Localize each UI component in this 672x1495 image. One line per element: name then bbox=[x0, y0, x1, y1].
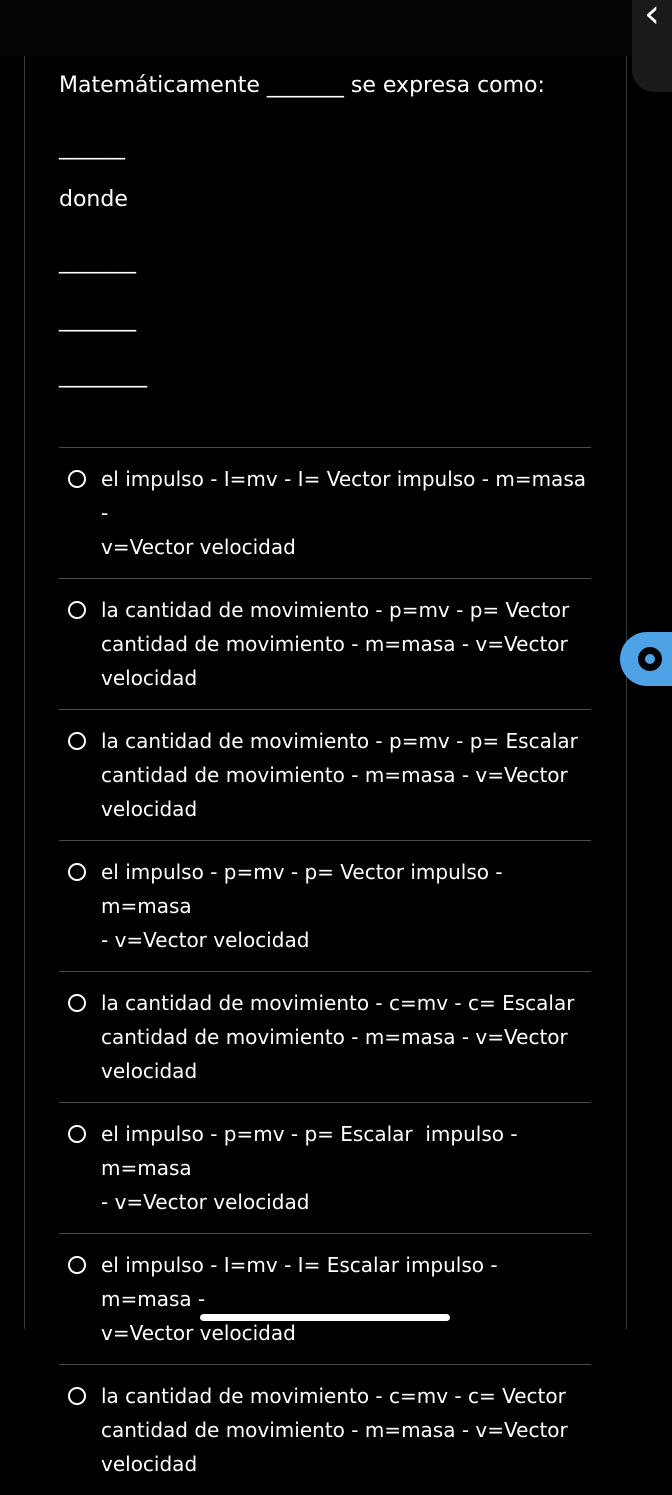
radio-button[interactable] bbox=[68, 863, 86, 881]
help-button[interactable] bbox=[620, 632, 672, 686]
radio-button[interactable] bbox=[68, 1125, 86, 1143]
radio-button[interactable] bbox=[68, 994, 86, 1012]
blank-line: _______ bbox=[59, 249, 136, 274]
blank-line: ______ bbox=[59, 135, 125, 160]
answer-option[interactable] bbox=[59, 579, 591, 710]
answer-option[interactable] bbox=[59, 1103, 591, 1234]
top-bar bbox=[0, 0, 672, 56]
help-icon bbox=[638, 647, 662, 671]
answer-option[interactable] bbox=[59, 1234, 591, 1365]
donde-label: donde bbox=[59, 187, 128, 212]
collapse-panel-tab[interactable] bbox=[632, 0, 672, 92]
home-indicator[interactable] bbox=[200, 1314, 450, 1321]
option-label: el impulso - p=mv - p= Vector impulso - m=masa - v=Vector velocidad bbox=[101, 860, 503, 952]
radio-button[interactable] bbox=[68, 732, 86, 750]
blank-line: ________ bbox=[59, 363, 147, 388]
option-label: el impulso - p=mv - p= Escalar impulso - m=masa - v=Vector velocidad bbox=[101, 1122, 518, 1214]
radio-button[interactable] bbox=[68, 470, 86, 488]
chevron-left-icon[interactable]: ‹ bbox=[644, 0, 660, 37]
answer-option[interactable] bbox=[59, 710, 591, 841]
content-border-right bbox=[626, 56, 627, 1329]
radio-button[interactable] bbox=[68, 1387, 86, 1405]
blank-line: _______ bbox=[59, 307, 136, 332]
option-label: la cantidad de movimiento - c=mv - c= Vector cantidad de movimiento - m=masa - v=Vector velocidad bbox=[101, 1384, 568, 1476]
option-label: el impulso - I=mv - I= Vector impulso - m=masa - v=Vector velocidad bbox=[101, 467, 586, 559]
content-border-left bbox=[24, 56, 25, 1329]
question-stem: Matemáticamente _______ se expresa como: bbox=[59, 73, 545, 98]
answer-option[interactable] bbox=[59, 1365, 591, 1495]
option-label: la cantidad de movimiento - p=mv - p= Vector cantidad de movimiento - m=masa - v=Vector velocidad bbox=[101, 598, 570, 690]
option-label: la cantidad de movimiento - p=mv - p= Escalar cantidad de movimiento - m=masa - v=Vector velocidad bbox=[101, 729, 578, 821]
option-label: la cantidad de movimiento - c=mv - c= Escalar cantidad de movimiento - m=masa - v=Vector velocidad bbox=[101, 991, 575, 1083]
answer-option[interactable] bbox=[59, 972, 591, 1103]
answer-option[interactable] bbox=[59, 841, 591, 972]
radio-button[interactable] bbox=[68, 601, 86, 619]
answer-options bbox=[59, 448, 591, 1495]
answer-option[interactable] bbox=[59, 448, 591, 579]
radio-button[interactable] bbox=[68, 1256, 86, 1274]
option-label: el impulso - I=mv - I= Escalar impulso - m=masa - v=Vector velocidad bbox=[101, 1253, 498, 1345]
